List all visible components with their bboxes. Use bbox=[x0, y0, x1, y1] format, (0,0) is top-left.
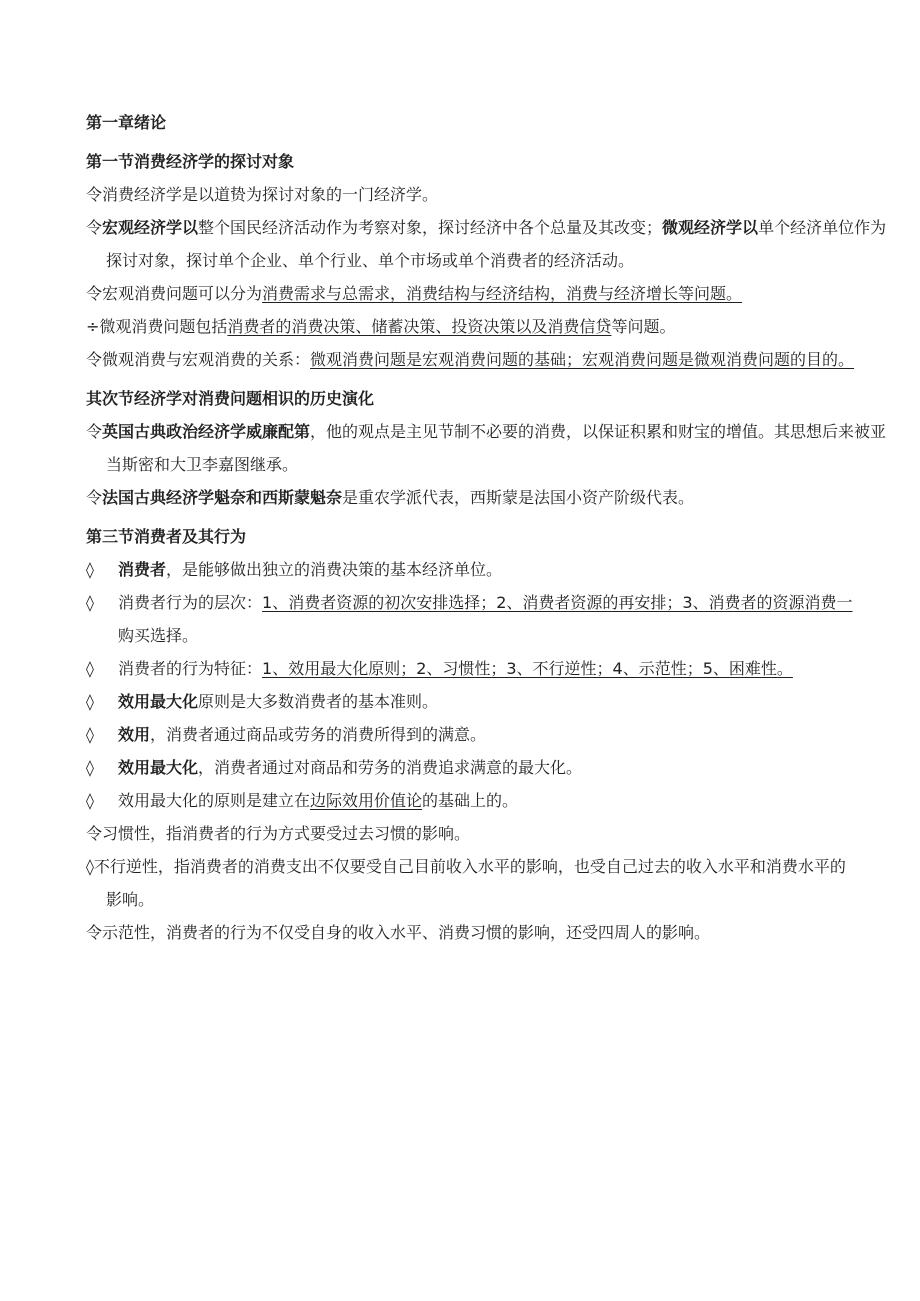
paragraph-consumer-economics-definition bbox=[86, 178, 898, 211]
section-heading-3 bbox=[86, 520, 898, 553]
diamond-bullet-icon: ◊ bbox=[86, 692, 94, 711]
list-item-utility-maximization: ◊ 效用最大化，消费者通过对商品和劳务的消费追求满意的最大化。 bbox=[86, 751, 898, 784]
paragraph-william-petty: 令英国古典政治经济学威廉配第，他的观点是主见节制不必要的消费，以保证积累和财宝的增值。其思想后来被亚 当斯密和大卫李嘉图继承。 bbox=[86, 422, 887, 474]
diamond-bullet-icon: ◊ bbox=[86, 758, 94, 777]
heading-text: 其次节经济学对消费问题相识的历史演化 bbox=[86, 389, 375, 408]
paragraph-micro-macro-relation: 令微观消费与宏观消费的关系：微观消费问题是宏观消费问题的基础；宏观消费问题是微观消费问题的目的。 bbox=[86, 350, 855, 369]
paragraph-macro-micro-economics: 令宏观经济学以整个国民经济活动作为考察对象，探讨经济中各个总量及其改变；微观经济学以单个经济单位作为 探讨对象，探讨单个企业、单个行业、单个市场或单个消费者的经济活动。 bbox=[86, 218, 887, 270]
diamond-bullet-icon: ◊ bbox=[86, 560, 94, 579]
paragraph-irreversibility: ◊不行逆性，指消费者的消费支出不仅要受自己目前收入水平的影响，也受自己过去的收入水平和消费水平的 影响。 bbox=[86, 857, 846, 909]
heading-text: 第三节消费者及其行为 bbox=[86, 527, 247, 546]
heading-text: 第一章绪论 bbox=[86, 113, 167, 132]
paragraph-macro-consumption-issues: 令宏观消费问题可以分为消费需求与总需求，消费结构与经济结构，消费与经济增长等问题。 bbox=[86, 284, 743, 303]
section-heading-2 bbox=[86, 382, 898, 415]
list-item-utility-max-principle: ◊ 效用最大化原则是大多数消费者的基本准则。 bbox=[86, 685, 898, 718]
list-item-behavior-levels: ◊ 消费者行为的层次：1、消费者资源的初次安排选择；2、消费者资源的再安排；3、消费者的资源消费一 购买选择。 bbox=[86, 586, 898, 652]
paragraph-quesnay-sismondi: 令法国古典经济学魁奈和西斯蒙魁奈是重农学派代表，西斯蒙是法国小资产阶级代表。 bbox=[86, 488, 695, 507]
list-item-utility-definition: ◊ 效用，消费者通过商品或劳务的消费所得到的满意。 bbox=[86, 718, 898, 751]
list-item-consumer-definition: ◊ 消费者，是能够做出独立的消费决策的基本经济单位。 bbox=[86, 553, 898, 586]
paragraph-micro-consumption-issues: ÷微观消费问题包括消费者的消费决策、储蓄决策、投资决策以及消费信贷等问题。 bbox=[86, 317, 676, 336]
chapter-heading bbox=[86, 106, 898, 139]
heading-text: 第一节消费经济学的探讨对象 bbox=[86, 152, 295, 171]
diamond-bullet-icon: ◊ bbox=[86, 593, 94, 612]
section-heading-1 bbox=[86, 145, 898, 178]
paragraph-text: 令消费经济学是以道贽为探讨对象的一门经济学。 bbox=[86, 185, 439, 204]
paragraph-demonstration: 令示范性，消费者的行为不仅受自身的收入水平、消费习惯的影响，还受四周人的影响。 bbox=[86, 923, 711, 942]
diamond-bullet-icon: ◊ bbox=[86, 659, 94, 678]
diamond-bullet-icon: ◊ bbox=[86, 725, 94, 744]
paragraph-habit: 令习惯性，指消费者的行为方式要受过去习惯的影响。 bbox=[86, 824, 471, 843]
diamond-bullet-icon: ◊ bbox=[86, 791, 94, 810]
list-item-marginal-utility: ◊ 效用最大化的原则是建立在边际效用价值论的基础上的。 bbox=[86, 784, 898, 817]
list-item-behavior-features: ◊ 消费者的行为特征：1、效用最大化原则；2、习惯性；3、不行逆性；4、示范性；5、困难性。 bbox=[86, 652, 898, 685]
